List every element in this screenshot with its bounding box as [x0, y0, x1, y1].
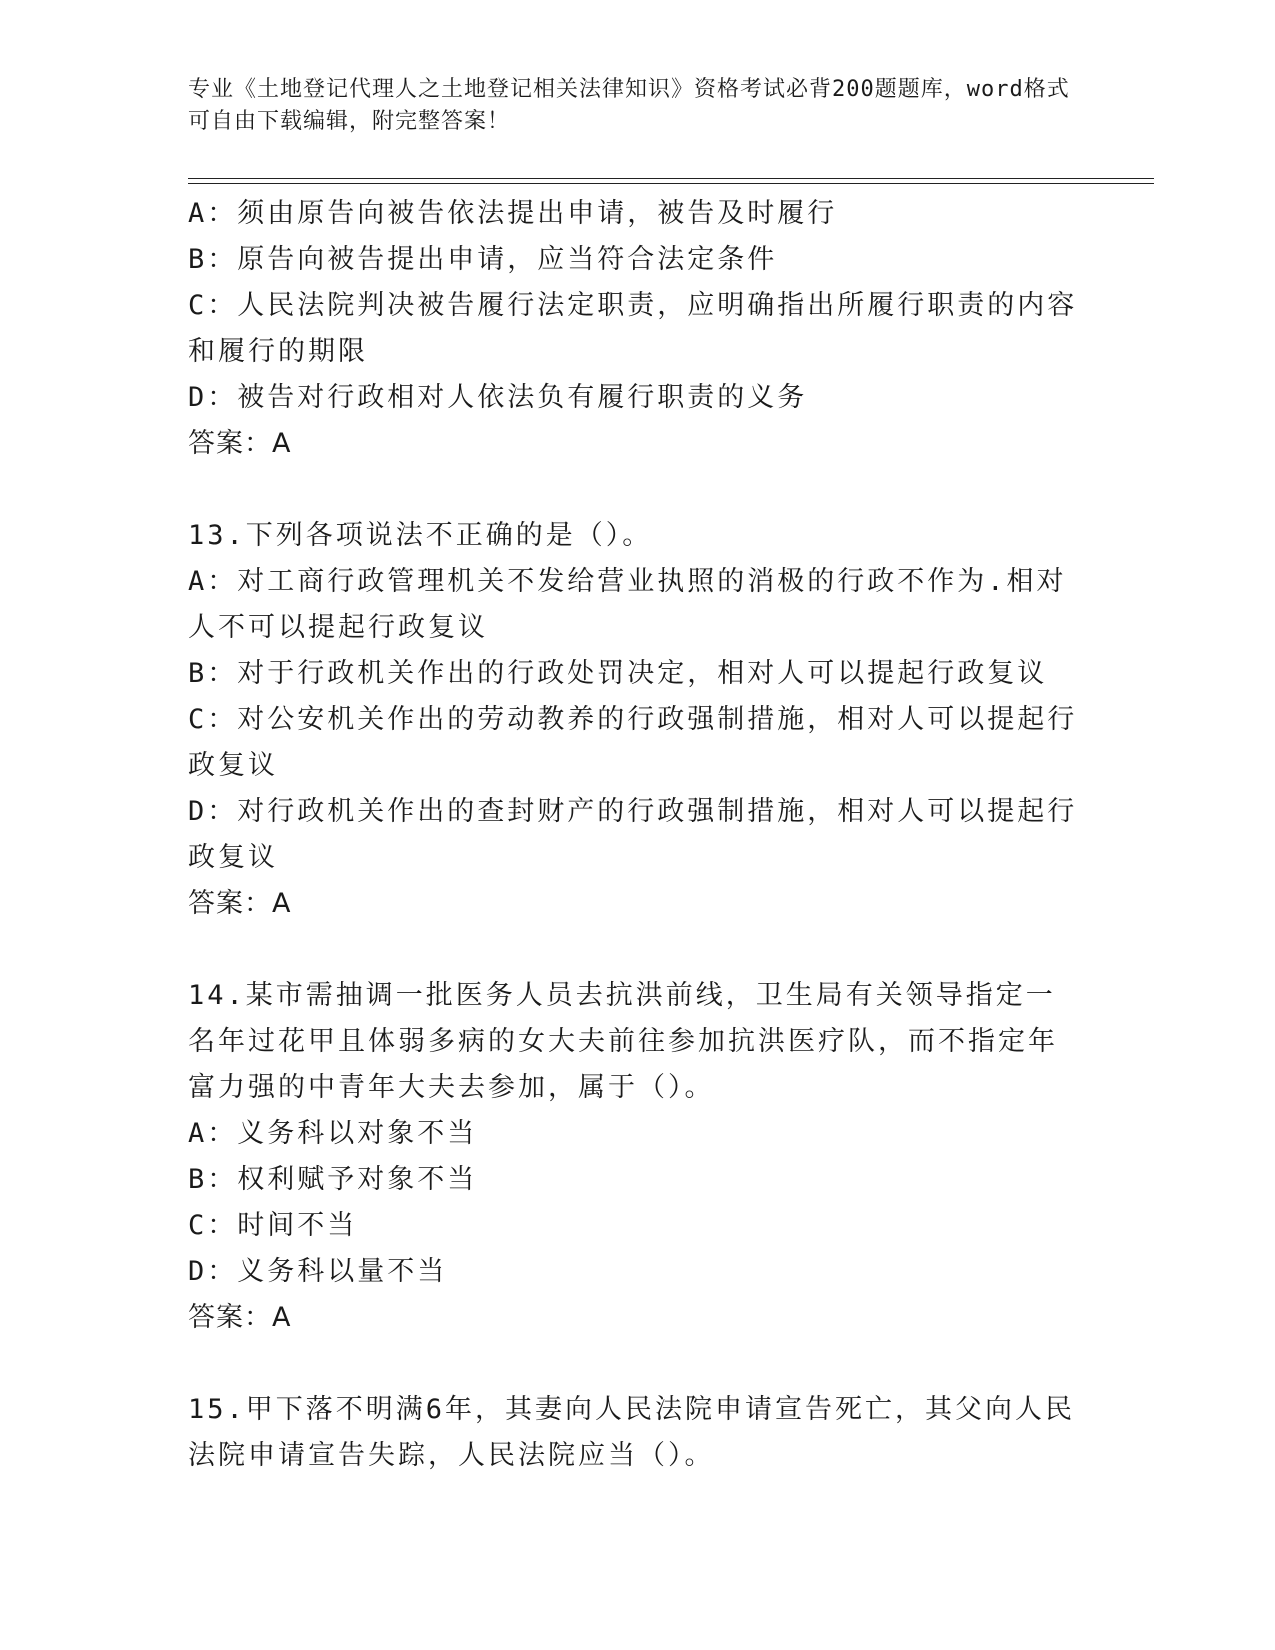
q12-option-d: D：被告对行政相对人依法负有履行职责的义务: [188, 382, 808, 413]
q13-question: 13.下列各项说法不正确的是（）。: [188, 520, 653, 551]
q14-option-c: C：时间不当: [188, 1210, 358, 1241]
question-spacer: [188, 467, 1078, 513]
q13-option-b: B：对于行政机关作出的行政处罚决定，相对人可以提起行政复议: [188, 658, 1048, 689]
q13-answer: 答案：A: [188, 888, 292, 919]
q15-question: 15.甲下落不明满6年，其妻向人民法院申请宣告死亡，其父向人民法院申请宣告失踪，人民法院应当（）。: [188, 1394, 1076, 1471]
q14-question: 14.某市需抽调一批医务人员去抗洪前线，卫生局有关领导指定一名年过花甲且体弱多病的女大夫前往参加抗洪医疗队，而不指定年富力强的中青年大夫去参加，属于（）。: [188, 980, 1058, 1103]
question-spacer: [188, 1341, 1078, 1387]
question-spacer: [188, 927, 1078, 973]
header-divider-bottom: [188, 183, 1154, 184]
question-block-12: [188, 191, 1078, 467]
q14-option-b: B：权利赋予对象不当: [188, 1164, 478, 1195]
q13-option-a: A：对工商行政管理机关不发给营业执照的消极的行政不作为.相对人不可以提起行政复议: [188, 566, 1067, 643]
q13-option-d: D：对行政机关作出的查封财产的行政强制措施，相对人可以提起行政复议: [188, 796, 1078, 873]
q12-option-b: B：原告向被告提出申请，应当符合法定条件: [188, 244, 778, 275]
document-header-title: 专业《土地登记代理人之土地登记相关法律知识》资格考试必背200题题库，word格式可自由下载编辑，附完整答案！: [188, 77, 1070, 134]
q12-option-a: A：须由原告向被告依法提出申请，被告及时履行: [188, 198, 838, 229]
header-divider-top: [188, 178, 1154, 179]
q13-option-c: C：对公安机关作出的劳动教养的行政强制措施，相对人可以提起行政复议: [188, 704, 1078, 781]
q12-answer: 答案：A: [188, 428, 292, 459]
question-list: [188, 191, 1078, 1479]
q12-option-c: C：人民法院判决被告履行法定职责，应明确指出所履行职责的内容和履行的期限: [188, 290, 1078, 367]
question-block-14: [188, 973, 1078, 1341]
q14-option-a: A：义务科以对象不当: [188, 1118, 478, 1149]
question-block-15: [188, 1387, 1078, 1479]
q14-answer: 答案：A: [188, 1302, 292, 1333]
q14-option-d: D：义务科以量不当: [188, 1256, 448, 1287]
question-block-13: [188, 513, 1078, 927]
